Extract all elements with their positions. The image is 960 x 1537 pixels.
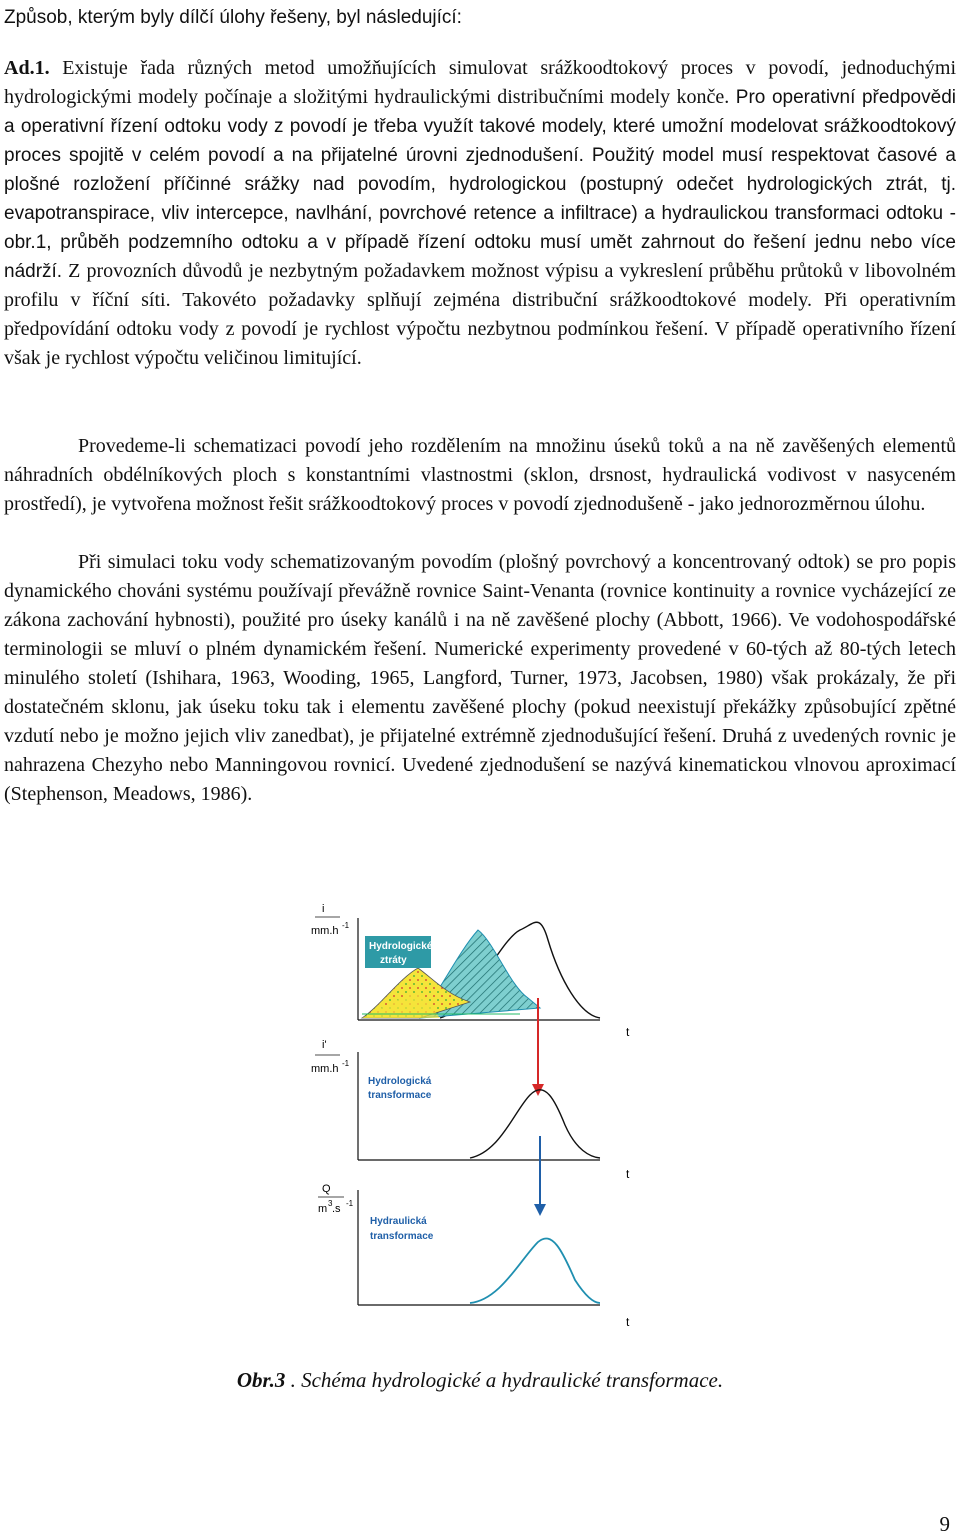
panel2-label-line2: transformace	[368, 1090, 432, 1101]
paragraph-ad1-s1: Existuje řada různých metod umožňujících simulovat srážkoodtokový proces v povodí, jednoduchými hydrologickými modely počínaje a složitými hydraulickými distribučními modely konče.	[4, 57, 956, 108]
panel3-y-unit2: .s	[332, 1203, 341, 1215]
panel1-label-line2: ztráty	[380, 955, 407, 966]
panel-hydrologic-losses	[311, 903, 630, 1096]
paragraph-ad1-s2: Pro operativní předpovědi a operativní řízení odtoku vody z povodí je třeba využít takové modely, které umožní modelovat srážkoodtokový proces spojitě v celém povodí a na přijatelné úrovni zjednodušení. Použitý model musí respektovat časové a plošné rozložení příčinné srážky nad povodím, hydrologickou (postupný odečet hydrologických ztrát, tj. evapotranspirace, vliv intercepce, navlhání, povrchové retence a infiltrace) a hydraulickou transformaci odtoku - obr.1, průběh podzemního odtoku a v případě řízení odtoku musí umět zahrnout do řešení jednu nebo více nádrží.	[4, 87, 956, 282]
panel2-y-var: i'	[322, 1039, 327, 1051]
panel2-transformed-curve	[470, 1090, 600, 1158]
paragraph-schematization: Provedeme-li schematizaci povodí jeho rozdělením na množinu úseků toků a na ně zavěšených elementů náhradních obdélníkových ploch s konstantními vlastnostmi (sklon, drsnost, hydraulická vodivost v nasyceném prostředí), je vytvořena možnost řešit srážkoodtokový proces v povodí zjednodušeně - jako jednorozměrnou úlohu.	[4, 435, 956, 515]
intro-line: Způsob, kterým byly dílčí úlohy řešeny, byl následující:	[4, 7, 462, 28]
panel1-y-unit: mm.h	[311, 925, 339, 937]
panel3-y-exp3: 3	[328, 1199, 333, 1208]
panel3-y-exp: -1	[346, 1199, 354, 1208]
page-number: 9	[939, 1512, 950, 1536]
paragraph-ad1	[4, 54, 956, 373]
panel3-y-unit: m	[318, 1203, 328, 1215]
panel3-x-var: t	[626, 1315, 630, 1329]
panel-hydrologic-transformation	[311, 1039, 630, 1216]
panel1-y-var: i	[322, 903, 325, 915]
panel3-label-line1: Hydraulická	[370, 1216, 427, 1227]
section-label: Ad.1.	[4, 57, 50, 79]
caption-label: Obr.3	[236, 1368, 286, 1392]
panel2-y-unit: mm.h	[311, 1063, 339, 1075]
paragraph-simulation: Při simulaci toku vody schematizovaným povodím (plošný povrchový a koncentrovaný odtok) se pro popis dynamického chováni systému používají převážně rovnice Saint-Venanta (rovnice kontinuity a rovnice vycházející ze zákona zachování hybnosti), použité pro úseky kanálů i na ně zavěšené plochy (Abbott, 1966). Ve vodohospodářské terminologii se mluví o plném dynamickém řešení. Numerické experimenty provedené v 60-tých až 80-tých letech minulého století (Ishihara, 1963, Wooding, 1965, Langford, Turner, 1973, Jacobsen, 1980) však prokázaly, že při dostatečném sklonu, jak úseku toku tak i elementu zavěšené plochy (pokud neexistují překážky způsobující zpětné vzdutí nebo je možno jejich vliv zanedbat), je přijatelné extrémně zjednodušující řešení. Druhá z uvedených rovnic je nahrazena Chezyho nebo Manningovou rovnicí. Uvedené zjednodušení se nazývá kinematickou vlnovou aproximací (Stephenson, Meadows, 1986).	[4, 551, 956, 805]
panel2-y-exp: -1	[342, 1059, 350, 1068]
panel3-hydrograph-curve	[470, 1238, 600, 1303]
panel2-label-line1: Hydrologická	[368, 1076, 432, 1087]
panel-hydraulic-transformation	[318, 1183, 630, 1329]
panel1-x-var: t	[626, 1025, 630, 1039]
transformation-figure	[0, 890, 960, 1350]
panel1-y-exp: -1	[342, 921, 350, 930]
figure-caption	[0, 1368, 960, 1393]
panel2-x-var: t	[626, 1167, 630, 1181]
panel3-label-line2: transformace	[370, 1231, 434, 1242]
panel1-label-line1: Hydrologické	[369, 941, 433, 952]
paragraph-ad1-s3: Z provozních důvodů je nezbytným požadavkem možnost výpisu a vykreslení průběhu průtoků v libovolném profilu v říční síti. Takovéto požadavky splňují zejména distribuční srážkoodtokové modely. Při operativním předpovídání odtoku vody z povodí je rychlost výpočtu nezbytnou podmínkou řešení. V případě operativního řízení však je rychlost výpočtu veličinou limitující.	[4, 260, 956, 369]
arrow-head-blue	[534, 1204, 546, 1216]
panel3-y-var: Q	[322, 1183, 331, 1195]
caption-text: . Schéma hydrologické a hydraulické transformace.	[285, 1368, 724, 1392]
